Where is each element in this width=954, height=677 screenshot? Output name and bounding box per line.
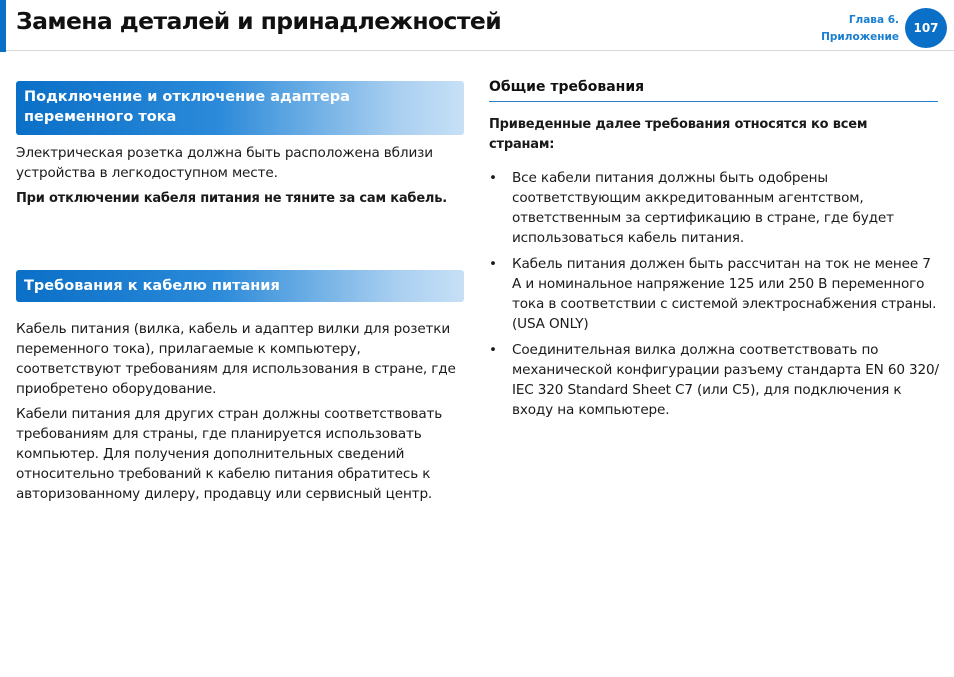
section-heading-power-cable [16,270,464,302]
section-heading-adapter-text: Подключение и отключение адаптера переменного тока [24,89,350,125]
list-item [489,168,941,248]
page-number: 107 [913,21,939,35]
general-requirements-heading: Общие требования [489,79,645,95]
chapter-indicator [821,12,899,46]
bullet-icon: • [489,342,497,358]
chapter-label: Глава 6. [848,14,899,26]
section-heading-power-cable-text: Требования к кабелю питания [24,278,280,294]
bullet-icon: • [489,170,497,186]
section-heading-adapter [16,81,464,135]
list-item-text: Все кабели питания должны быть одобрены соответствующим аккредитованным агентством, ответственным за сертификацию в стране, где будет использоваться кабель питания. [512,170,894,246]
general-requirements-intro: Приведенные далее требования относятся ко всем странам: [489,117,868,152]
list-item-text: Соединительная вилка должна соответствовать по механической конфигурации разъему стандарта EN 60 320/ IEC 320 Standard Sheet C7 (или C5), для подключения к входу на компьютере. [512,342,939,418]
page-number-badge [905,8,947,48]
list-item [489,254,941,334]
requirements-list [489,168,941,426]
list-item [489,340,941,420]
paragraph-unplug-warning: При отключении кабеля питания не тяните за сам кабель. [16,191,448,206]
header-divider [6,50,954,51]
chapter-section-label: Приложение [821,31,899,43]
page-title: Замена деталей и принадлежностей [16,7,502,35]
paragraph-outlet-location: Электрическая розетка должна быть расположена вблизи устройства в легкодоступном месте. [16,145,433,181]
bullet-icon: • [489,256,497,272]
general-requirements-divider [489,101,938,102]
paragraph-supplied-cable: Кабель питания (вилка, кабель и адаптер вилки для розетки переменного тока), прилагаемые к компьютеру, соответствуют требованиям для использования в стране, где приобретено оборудование. [16,321,456,397]
header-accent-bar [0,0,6,52]
paragraph-other-countries: Кабели питания для других стран должны соответствовать требованиям для страны, где планируется использовать компьютер. Для получения дополнительных сведений относительно требований к кабелю питания обратитесь к авторизованному дилеру, продавцу или сервисный центр. [16,406,443,502]
list-item-text: Кабель питания должен быть рассчитан на ток не менее 7 А и номинальное напряжение 125 или 250 В переменного тока в соответствии с системой электроснабжения страны. (USA ONLY) [512,256,937,332]
